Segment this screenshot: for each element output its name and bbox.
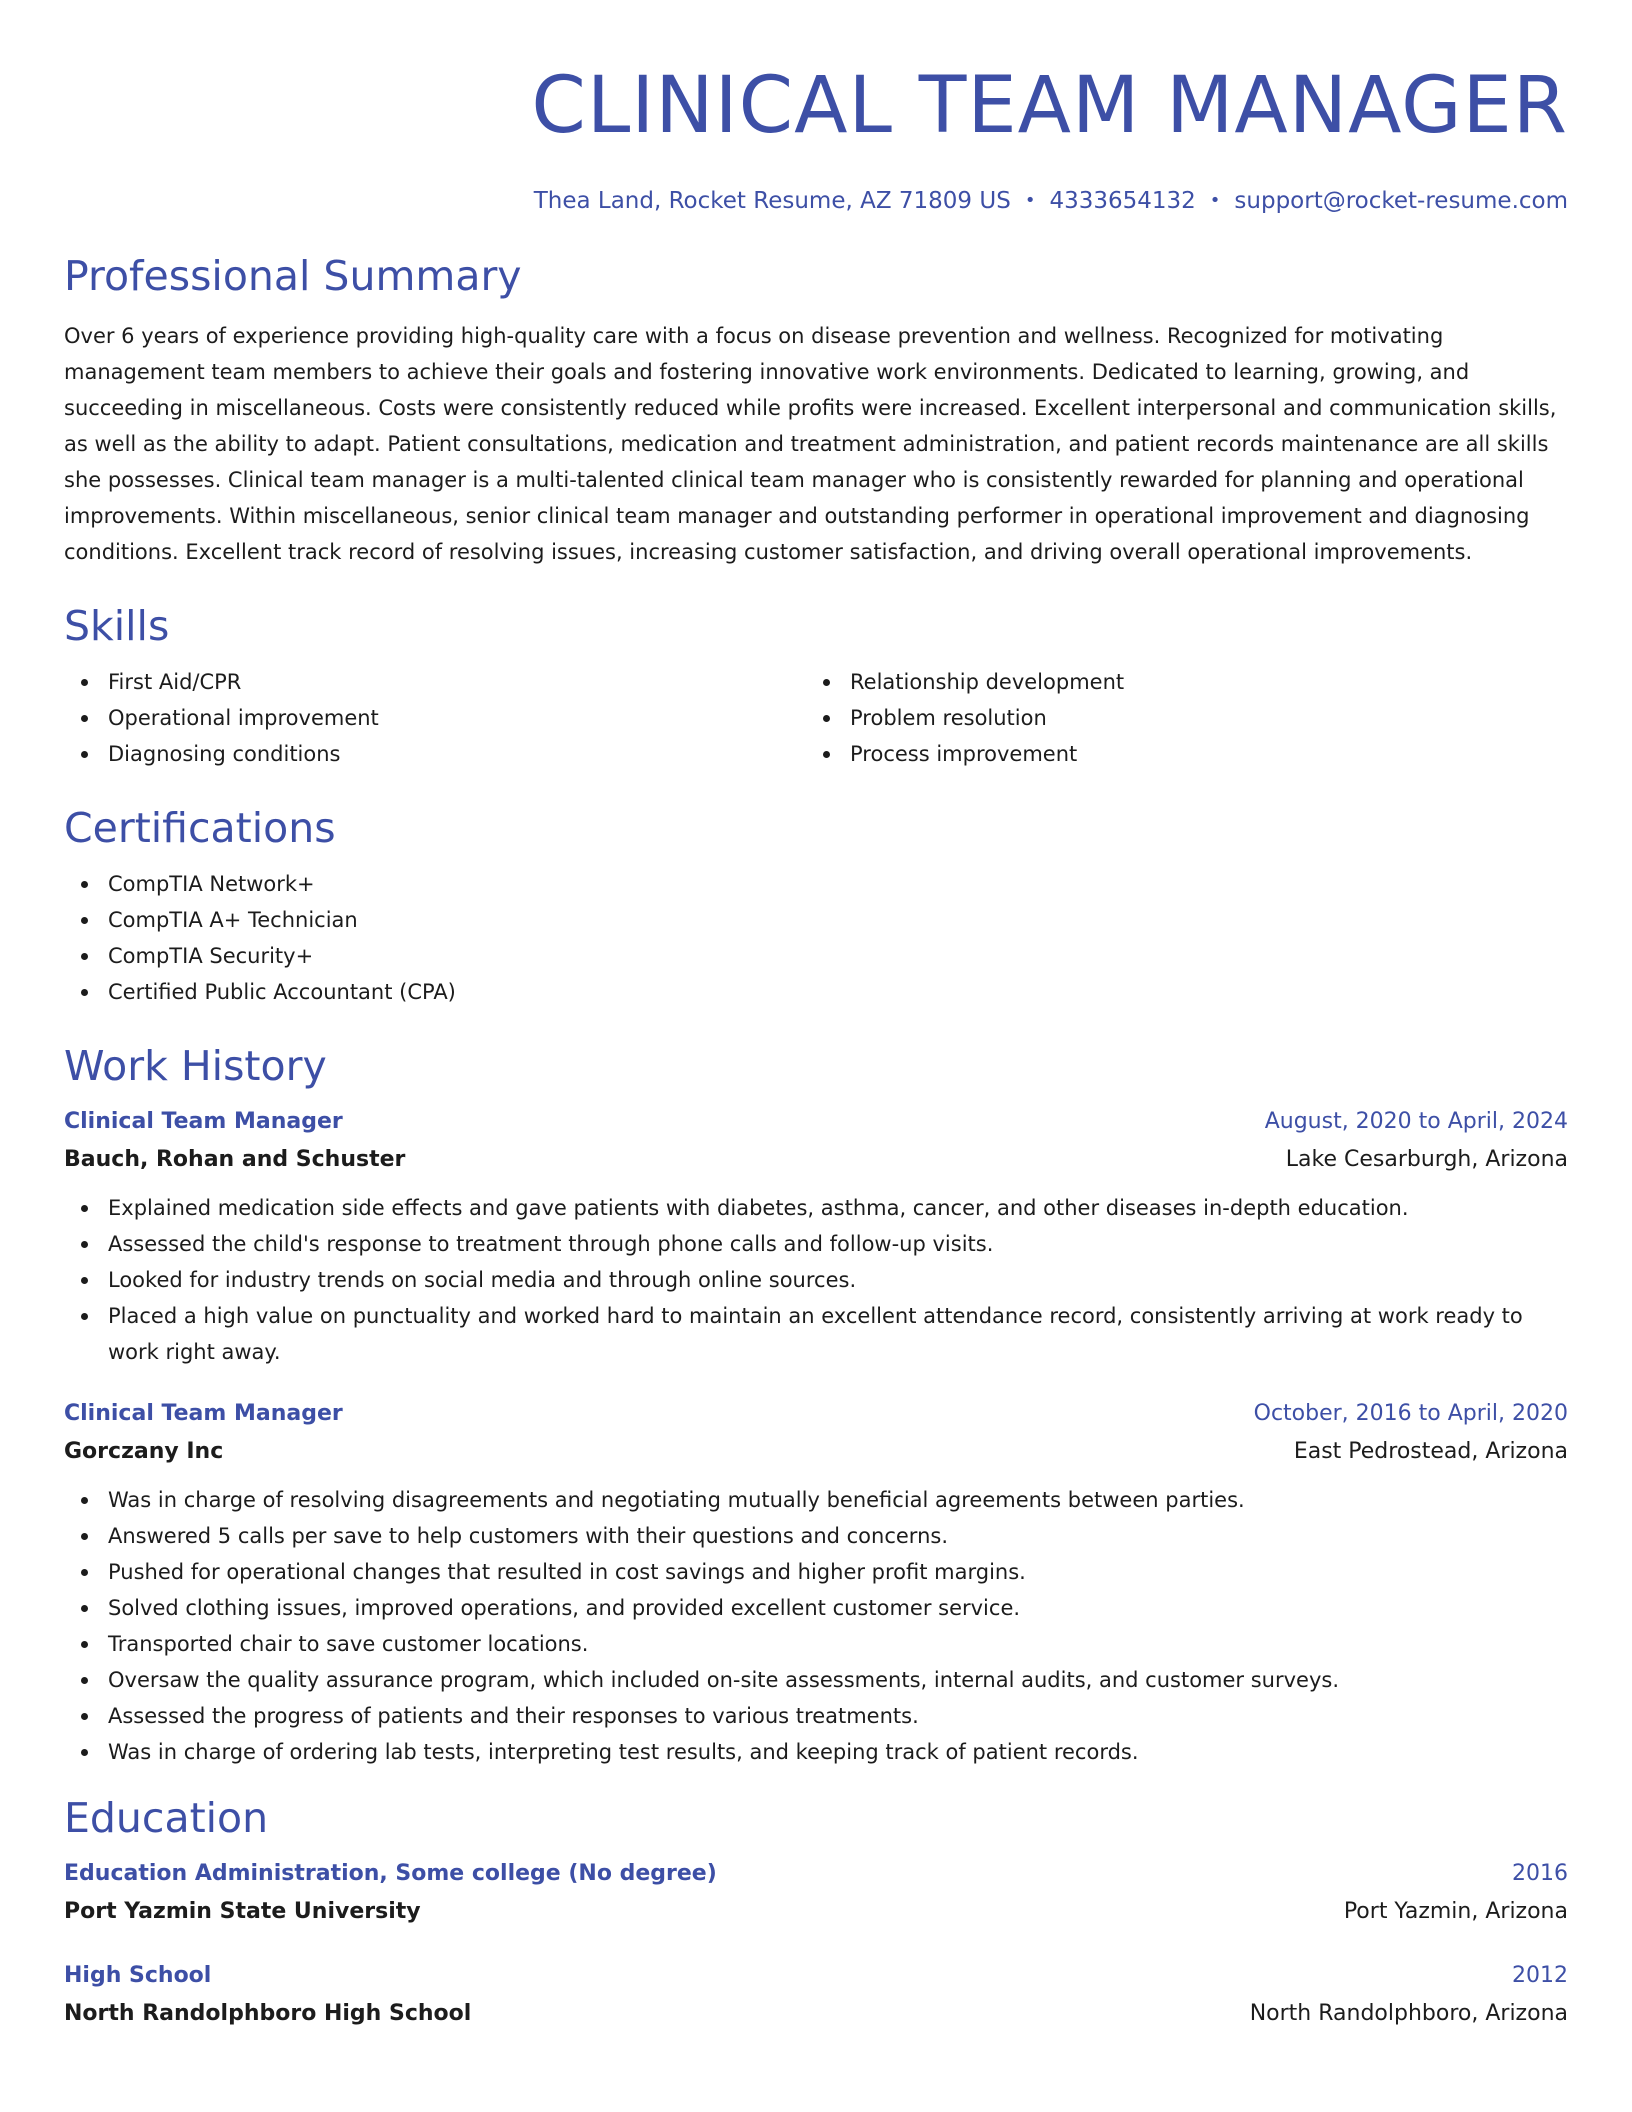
summary-text: Over 6 years of experience providing high-quality care with a focus on disease prevention and wellness. Recognized for motivating management team members to achieve their goals and fostering innovative work environments. Dedicated to learning, growing, and succeeding in miscellaneous. Costs were consistently reduced while profits were increased. Excellent interpersonal and communication skills, as well as the ability to adapt. Patient consultations, medication and treatment administration, and patient records maintenance are all skills she possesses. Clinical team manager is a multi-talented clinical team manager who is consistently rewarded for planning and operational improvements. Within miscellaneous, senior clinical team manager and outstanding performer in operational improvement and diagnosing conditions. Excellent track record of resolving issues, increasing customer satisfaction, and driving overall operational improvements. bbox=[64, 324, 1557, 564]
work-history-heading: Work History bbox=[64, 1042, 327, 1090]
job-bullet: Pushed for operational changes that resulted in cost savings and higher profit margins. bbox=[108, 1554, 1568, 1590]
job-entry bbox=[64, 1104, 1568, 1370]
education-degree: High School bbox=[64, 1963, 212, 1988]
job-bullets bbox=[64, 1482, 1568, 1770]
education-year: 2012 bbox=[1512, 1963, 1568, 1988]
education-location: North Randolphboro, Arizona bbox=[1249, 2001, 1568, 2026]
education-header bbox=[64, 1856, 1568, 1892]
job-title: Clinical Team Manager bbox=[64, 1401, 343, 1426]
summary-heading: Professional Summary bbox=[64, 252, 522, 300]
job-subheader bbox=[64, 1436, 1568, 1468]
job-bullet: Was in charge of resolving disagreements and negotiating mutually beneficial agreements between parties. bbox=[108, 1482, 1568, 1518]
job-bullet: Solved clothing issues, improved operations, and provided excellent customer service. bbox=[108, 1590, 1568, 1626]
education-school: Port Yazmin State University bbox=[64, 1899, 421, 1924]
job-bullet: Looked for industry trends on social media and through online sources. bbox=[108, 1262, 1568, 1298]
skill-item: Problem resolution bbox=[850, 700, 1548, 736]
skill-item: Process improvement bbox=[850, 736, 1548, 772]
education-degree: Education Administration, Some college (No degree) bbox=[64, 1861, 717, 1886]
job-subheader bbox=[64, 1144, 1568, 1176]
skills-heading: Skills bbox=[64, 602, 170, 650]
job-bullet: Transported chair to save customer locations. bbox=[108, 1626, 1568, 1662]
education-school: North Randolphboro High School bbox=[64, 2001, 472, 2026]
job-bullet: Was in charge of ordering lab tests, interpreting test results, and keeping track of patient records. bbox=[108, 1734, 1568, 1770]
education-location: Port Yazmin, Arizona bbox=[1343, 1899, 1568, 1924]
job-title: Clinical Team Manager bbox=[64, 1109, 343, 1134]
job-company: Bauch, Rohan and Schuster bbox=[64, 1147, 406, 1172]
education-year: 2016 bbox=[1512, 1861, 1568, 1886]
job-bullet: Assessed the child's response to treatment through phone calls and follow-up visits. bbox=[108, 1226, 1568, 1262]
job-bullet: Placed a high value on punctuality and worked hard to maintain an excellent attendance record, consistently arriving at work ready to work right away. bbox=[108, 1298, 1568, 1370]
certifications-heading: Certifications bbox=[64, 804, 336, 852]
skills-grid bbox=[64, 664, 1568, 772]
skill-item: Operational improvement bbox=[108, 700, 806, 736]
skill-item: Diagnosing conditions bbox=[108, 736, 806, 772]
job-entry bbox=[64, 1396, 1568, 1770]
certification-item: CompTIA A+ Technician bbox=[108, 902, 1568, 938]
job-dates: October, 2016 to April, 2020 bbox=[1253, 1401, 1568, 1426]
education-header bbox=[64, 1958, 1568, 1994]
skill-item: First Aid/CPR bbox=[108, 664, 806, 700]
job-bullet: Explained medication side effects and gave patients with diabetes, asthma, cancer, and other diseases in-depth education. bbox=[108, 1190, 1568, 1226]
skill-item: Relationship development bbox=[850, 664, 1548, 700]
job-bullet: Assessed the progress of patients and their responses to various treatments. bbox=[108, 1698, 1568, 1734]
contact-address: Thea Land, Rocket Resume, AZ 71809 US bbox=[533, 188, 1011, 214]
job-location: East Pedrostead, Arizona bbox=[1293, 1439, 1568, 1464]
job-header bbox=[64, 1396, 1568, 1432]
skills-list-left bbox=[64, 664, 806, 772]
job-header bbox=[64, 1104, 1568, 1140]
resume-title: CLINICAL TEAM MANAGER bbox=[531, 61, 1568, 151]
job-location: Lake Cesarburgh, Arizona bbox=[1285, 1147, 1568, 1172]
certification-item: CompTIA Security+ bbox=[108, 938, 1568, 974]
job-bullet: Oversaw the quality assurance program, which included on-site assessments, internal audits, and customer surveys. bbox=[108, 1662, 1568, 1698]
contact-line bbox=[64, 186, 1568, 216]
job-dates: August, 2020 to April, 2024 bbox=[1264, 1109, 1568, 1134]
contact-separator: • bbox=[1024, 190, 1036, 211]
education-subheader bbox=[64, 1998, 1568, 2030]
contact-phone: 4333654132 bbox=[1049, 188, 1196, 214]
contact-email[interactable]: support@rocket-resume.com bbox=[1234, 188, 1568, 214]
contact-separator: • bbox=[1209, 190, 1221, 211]
certifications-list bbox=[64, 866, 1568, 1010]
education-heading: Education bbox=[64, 1794, 269, 1842]
education-entry bbox=[64, 1856, 1568, 1928]
certification-item: Certified Public Accountant (CPA) bbox=[108, 974, 1568, 1010]
education-entry bbox=[64, 1958, 1568, 2030]
job-company: Gorczany Inc bbox=[64, 1439, 224, 1464]
job-bullet: Answered 5 calls per save to help customers with their questions and concerns. bbox=[108, 1518, 1568, 1554]
skills-list-right bbox=[806, 664, 1548, 772]
job-bullets bbox=[64, 1190, 1568, 1370]
certification-item: CompTIA Network+ bbox=[108, 866, 1568, 902]
education-subheader bbox=[64, 1896, 1568, 1928]
